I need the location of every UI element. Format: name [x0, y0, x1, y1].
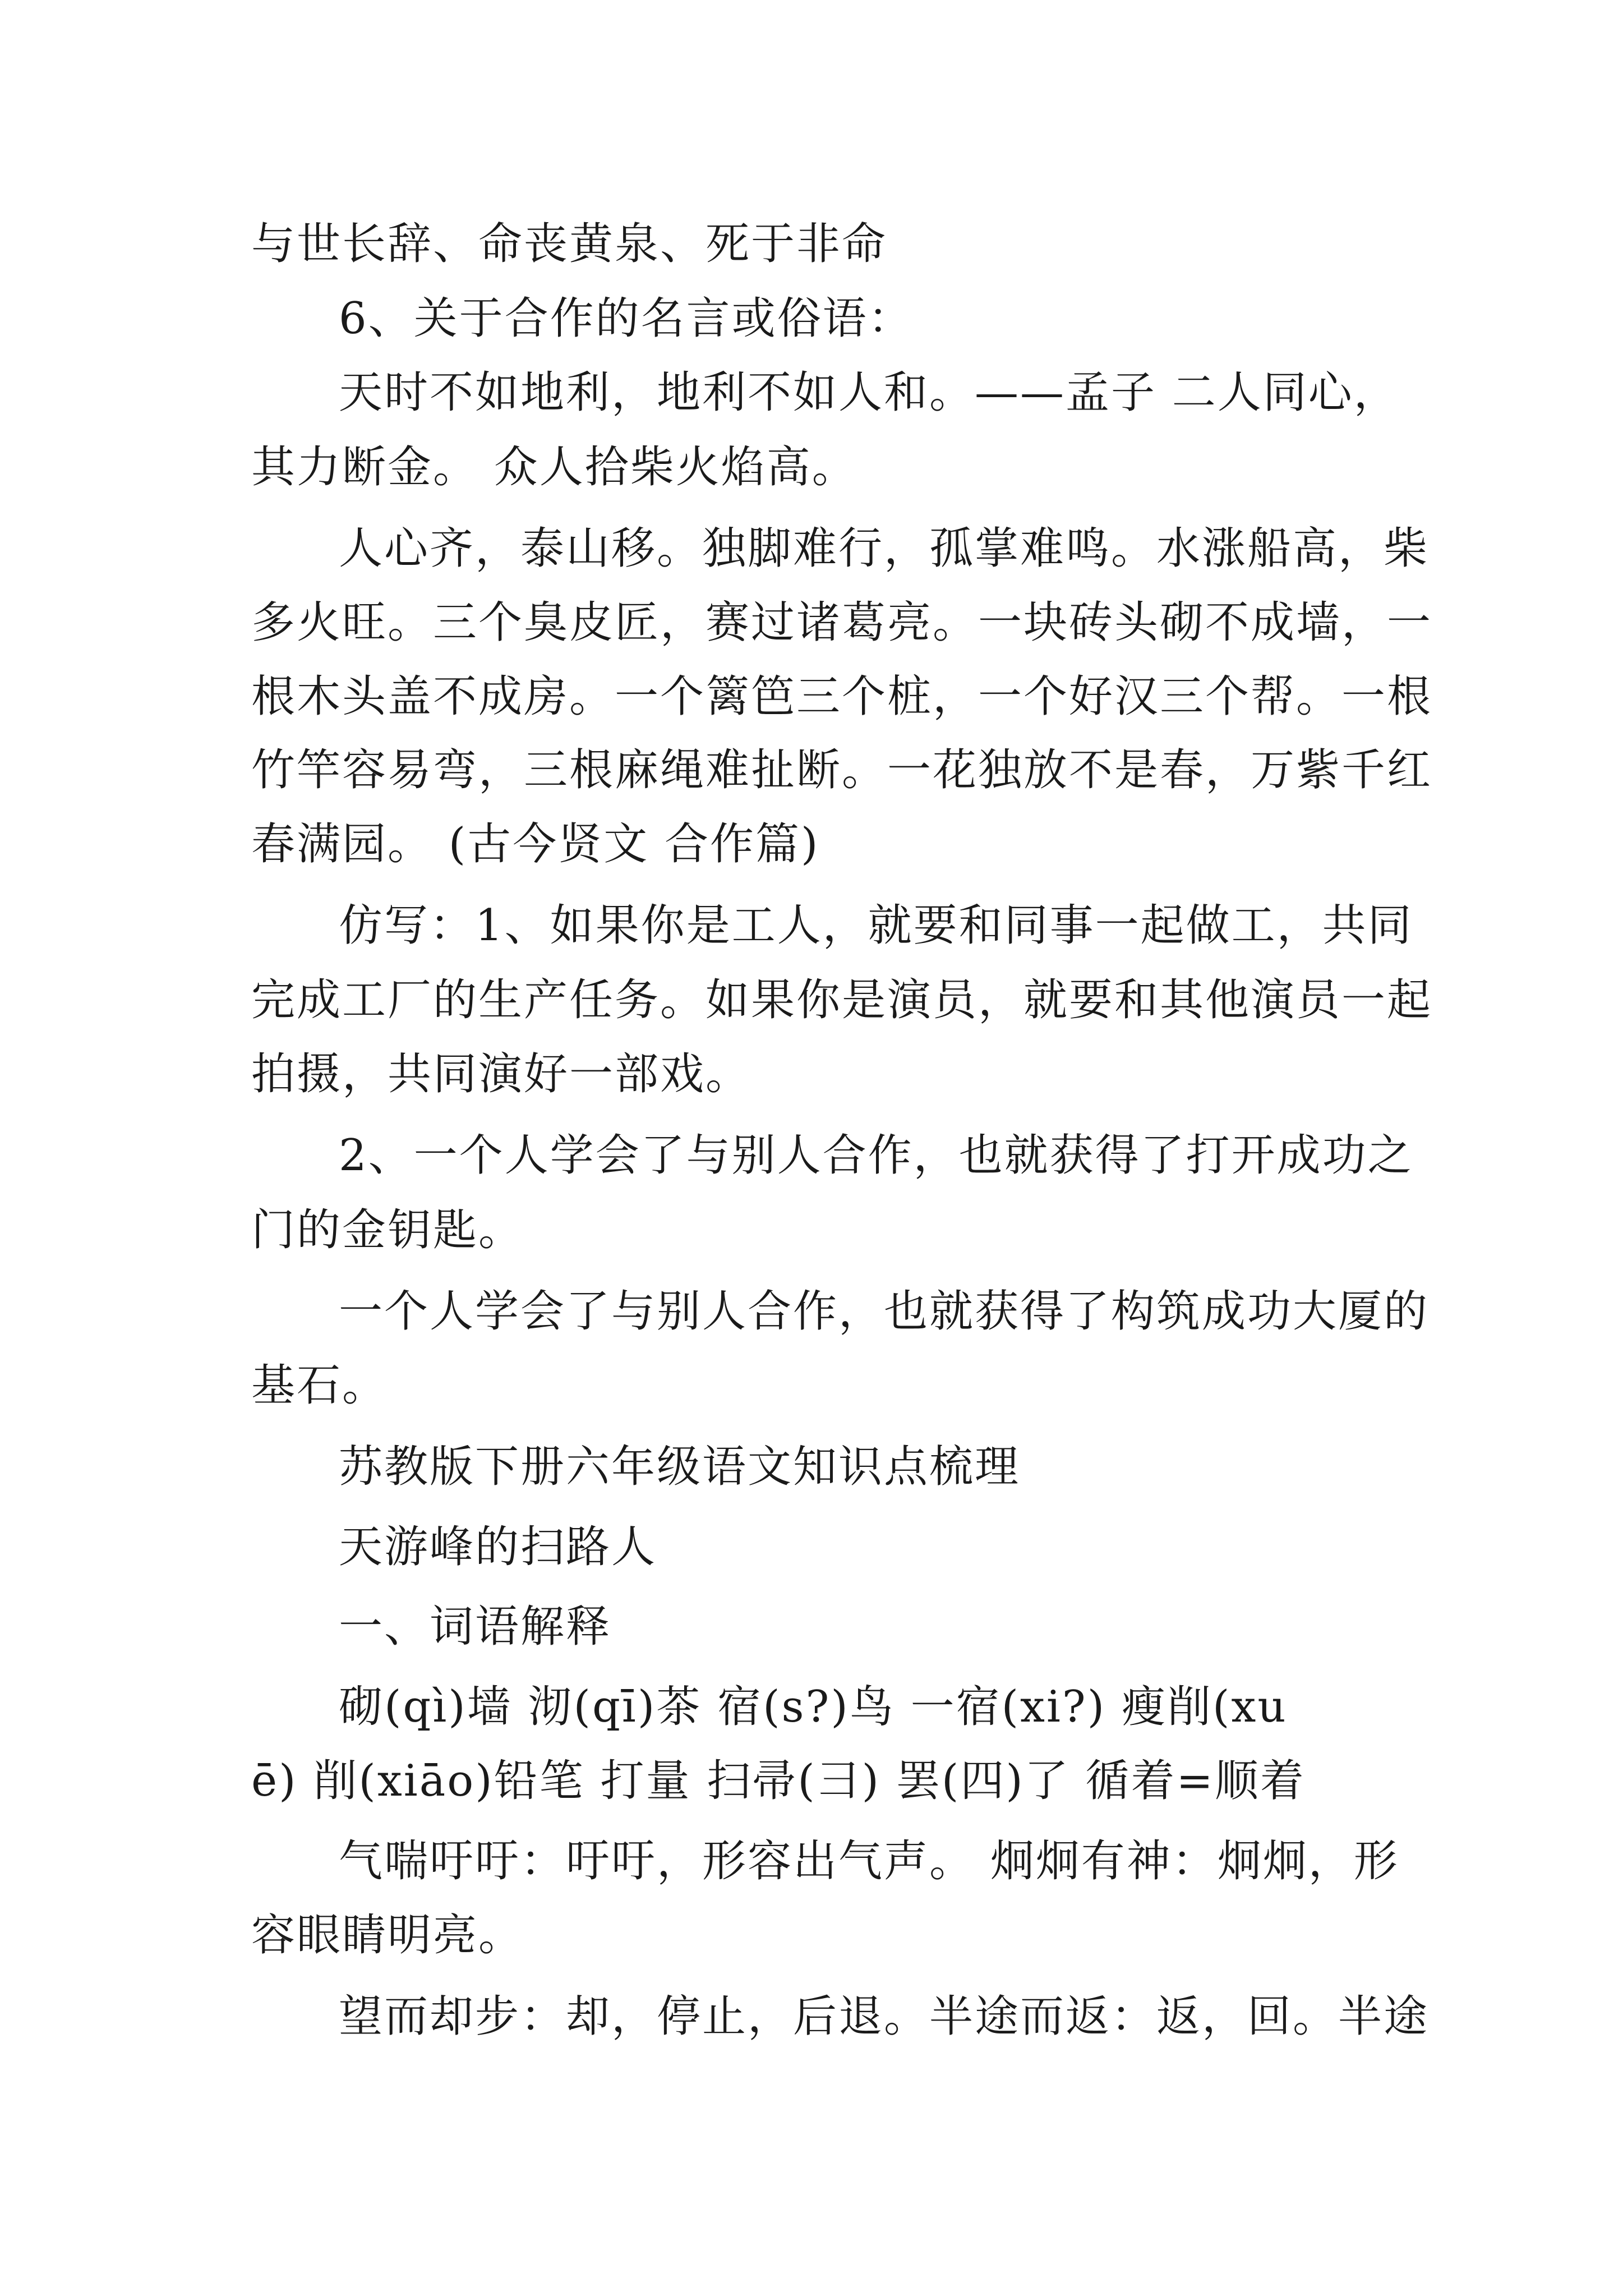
- text-line-3: 天时不如地利，地利不如人和。——孟子 二人同心，: [339, 367, 1399, 418]
- text-line-11: 完成工厂的生产任务。如果你是演员，就要和其他演员一起: [251, 975, 1433, 1025]
- text-line-4: 其力断金。 众人拾柴火焰高。: [251, 442, 857, 493]
- text-line-12: 拍摄，共同演好一部戏。: [251, 1049, 751, 1099]
- text-line-9: 春满园。 (古今贤文 合作篇): [251, 819, 820, 869]
- text-line-14: 门的金钥匙。: [251, 1205, 524, 1255]
- text-line-16: 基石。: [251, 1360, 388, 1411]
- text-line-24: 望而却步：却，停止，后退。半途而返：返，回。半途: [339, 1991, 1430, 2042]
- text-line-10: 仿写：1、如果你是工人，就要和同事一起做工，共同: [339, 900, 1413, 951]
- text-line-13: 2、一个人学会了与别人合作，也就获得了打开成功之: [339, 1130, 1413, 1181]
- text-line-7: 根木头盖不成房。一个篱笆三个桩，一个好汉三个帮。一根: [251, 671, 1433, 722]
- text-line-22: 气喘吁吁：吁吁，形容出气声。 炯炯有神：炯炯，形: [339, 1836, 1399, 1887]
- text-line-5: 人心齐，泰山移。独脚难行，孤掌难鸣。水涨船高，柴: [339, 523, 1430, 574]
- text-line-21: ē) 削(xiāo)铅笔 打量 扫帚(彐) 罢(四)了 循着=顺着: [251, 1756, 1306, 1806]
- text-line-8: 竹竿容易弯，三根麻绳难扯断。一花独放不是春，万紫千红: [251, 745, 1433, 795]
- text-line-19: 一、词语解释: [339, 1602, 612, 1652]
- text-line-2: 6、关于合作的名言或俗语：: [339, 293, 914, 344]
- text-line-1: 与世长辞、命丧黄泉、死于非命: [251, 219, 888, 269]
- text-line-18: 天游峰的扫路人: [339, 1522, 657, 1572]
- text-line-15: 一个人学会了与别人合作，也就获得了构筑成功大厦的: [339, 1286, 1430, 1337]
- text-line-20: 砌(qì)墙 沏(qī)茶 宿(s?)鸟 一宿(xi?) 瘦削(xu: [339, 1682, 1288, 1732]
- text-line-17: 苏教版下册六年级语文知识点梳理: [339, 1442, 1021, 1492]
- text-line-23: 容眼睛明亮。: [251, 1910, 524, 1961]
- text-line-6: 多火旺。三个臭皮匠，赛过诸葛亮。一块砖头砌不成墙，一: [251, 597, 1433, 648]
